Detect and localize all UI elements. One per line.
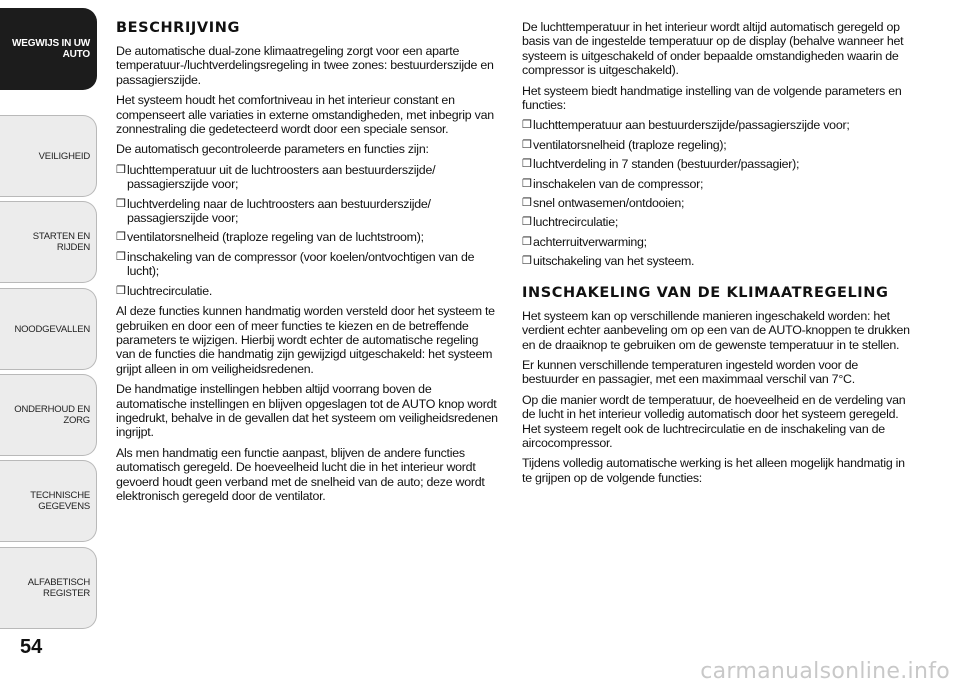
tab-label: TECHNISCHE GEGEVENS (30, 490, 90, 512)
chapter-sidebar (0, 0, 100, 686)
paragraph: Het systeem kan op verschillende manieren ingeschakeld worden: het verdient echter aanbeveling om op een van de AUTO-knoppen te drukken en de draaiknop te gebruiken om de gewenste temperatuur in te stellen. (522, 308, 910, 352)
manual-functions-list (522, 118, 914, 268)
list-item (116, 250, 500, 279)
list-item (116, 230, 500, 244)
checkbox-bullet-icon: ❒ (522, 235, 532, 248)
checkbox-bullet-icon: ❒ (522, 197, 532, 210)
list-item-text: uitschakeling van het systeem. (533, 254, 695, 269)
list-item-text: inschakeling van de compressor (voor koelen/ontvochtigen van de lucht); (127, 249, 475, 279)
tab-label: ONDERHOUD EN ZORG (14, 404, 90, 426)
paragraph: Het systeem houdt het comfortniveau in het interieur constant en compenseert alle variaties in externe omstandigheden, met inbegrip van zonnestraling die gedetecteerd wordt door een speciale sensor. (116, 93, 494, 137)
checkbox-bullet-icon: ❒ (522, 177, 532, 190)
auto-parameters-list (116, 163, 500, 298)
paragraph: De automatisch gecontroleerde parameters en functies zijn: (116, 142, 429, 157)
list-item (116, 197, 500, 226)
list-item (522, 138, 914, 152)
checkbox-bullet-icon: ❒ (522, 119, 532, 132)
list-item-text: luchtverdeling naar de luchtroosters aan bestuurderszijde/ passagierszijde voor; (127, 196, 431, 226)
watermark: carmanualsonline.info (700, 659, 950, 684)
paragraph: Er kunnen verschillende temperaturen ingesteld worden voor de bestuurder en passagier, met een maximmaal verschil van 7°C. (522, 357, 859, 387)
tab-label: ALFABETISCH REGISTER (27, 577, 90, 599)
tab-wegwijs-in-uw-auto[interactable] (0, 8, 97, 90)
list-item-text: luchtrecirculatie. (127, 283, 213, 298)
tab-alfabetisch-register[interactable] (0, 547, 97, 629)
section-heading-inschakeling: INSCHAKELING VAN DE KLIMAATREGELING (522, 284, 889, 301)
list-item-text: ventilatorsnelheid (traploze regeling van de luchtstroom); (127, 230, 424, 245)
list-item-text: inschakelen van de compressor; (533, 176, 704, 191)
list-item-text: luchtrecirculatie; (533, 215, 619, 230)
left-column (116, 20, 500, 509)
tab-veiligheid[interactable] (0, 115, 97, 197)
checkbox-bullet-icon: ❒ (116, 250, 126, 263)
list-item (522, 157, 914, 171)
list-item (116, 163, 500, 192)
list-item-text: snel ontwasemen/ontdooien; (533, 196, 685, 211)
list-item (522, 235, 914, 249)
tab-label: NOODGEVALLEN (14, 323, 90, 335)
paragraph: Op die manier wordt de temperatuur, de hoeveelheid en de verdeling van de lucht in het interieur volledig automatisch door het systeem geregeld. Het systeem regelt ook de luchtrecirculatie en de inschakeling van de aircocompressor. (522, 392, 906, 450)
paragraph: Tijdens volledig automatische werking is het alleen mogelijk handmatig in te grijpen op de volgende functies: (522, 456, 905, 485)
paragraph: De luchttemperatuur in het interieur wordt altijd automatisch geregeld op basis van de ingestelde temperatuur op de display (behalve wanneer het systeem is uitgeschakeld of onder bepaalde omstandigheden waarin de compressor is uitgeschakeld). (522, 20, 904, 78)
list-item (522, 118, 914, 132)
tab-technische-gegevens[interactable] (0, 460, 97, 542)
tab-label: STARTEN EN RIJDEN (32, 231, 90, 253)
paragraph: Als men handmatig een functie aanpast, blijven de andere functies automatisch geregeld. De hoeveelheid lucht die in het interieur wordt gevoerd houdt geen verband met de snelheid van de auto; deze wordt elektronisch geregeld door de ventilator. (116, 445, 485, 503)
checkbox-bullet-icon: ❒ (116, 284, 126, 297)
list-item-text: luchttemperatuur uit de luchtroosters aan bestuurderszijde/ passagierszijde voor; (127, 162, 436, 192)
paragraph: Het systeem biedt handmatige instelling van de volgende parameters en functies: (522, 83, 902, 113)
section-heading-beschrijving: BESCHRIJVING (116, 20, 240, 36)
checkbox-bullet-icon: ❒ (522, 255, 532, 268)
paragraph: De automatische dual-zone klimaatregeling zorgt voor een aparte temperatuur-/luchtverdelingsregeling in twee zones: bestuurderszijde en passagierszijde. (116, 44, 494, 87)
tab-label: VEILIGHEID (38, 150, 90, 162)
checkbox-bullet-icon: ❒ (116, 197, 126, 210)
list-item (522, 196, 914, 210)
list-item-text: achterruitverwarming; (533, 234, 647, 249)
paragraph: De handmatige instellingen hebben altijd voorrang boven de automatische instellingen en blijven opgeslagen tot de AUTO knop wordt ingedrukt, behalve in de gevallen dat het systeem om veiligheidsredenen ingrijpt. (116, 382, 498, 440)
checkbox-bullet-icon: ❒ (116, 163, 126, 176)
checkbox-bullet-icon: ❒ (116, 231, 126, 244)
list-item-text: ventilatorsnelheid (traploze regeling); (533, 137, 727, 152)
tab-label: WEGWIJS IN UW AUTO (12, 38, 90, 60)
list-item-text: luchttemperatuur aan bestuurderszijde/passagierszijde voor; (533, 118, 850, 133)
list-item (522, 254, 914, 268)
checkbox-bullet-icon: ❒ (522, 216, 532, 229)
checkbox-bullet-icon: ❒ (522, 158, 532, 171)
tab-onderhoud-en-zorg[interactable] (0, 374, 97, 456)
right-column (522, 20, 914, 491)
paragraph: Al deze functies kunnen handmatig worden versteld door het systeem te gebruiken en door een of meer functies te kiezen en de betreffende parameters te wijzigen. Hierbij wordt echter de automatische regeling van de functies die handmatig zijn gewijzigd uitgeschakeld: het systeem grijpt alleen in om veiligheidsredenen. (116, 304, 495, 376)
tab-noodgevallen[interactable] (0, 288, 97, 370)
list-item (116, 284, 500, 298)
checkbox-bullet-icon: ❒ (522, 138, 532, 151)
list-item-text: luchtverdeling in 7 standen (bestuurder/passagier); (533, 157, 800, 172)
list-item (522, 177, 914, 191)
list-item (522, 215, 914, 229)
page-number: 54 (20, 636, 43, 658)
tab-starten-en-rijden[interactable] (0, 201, 97, 283)
